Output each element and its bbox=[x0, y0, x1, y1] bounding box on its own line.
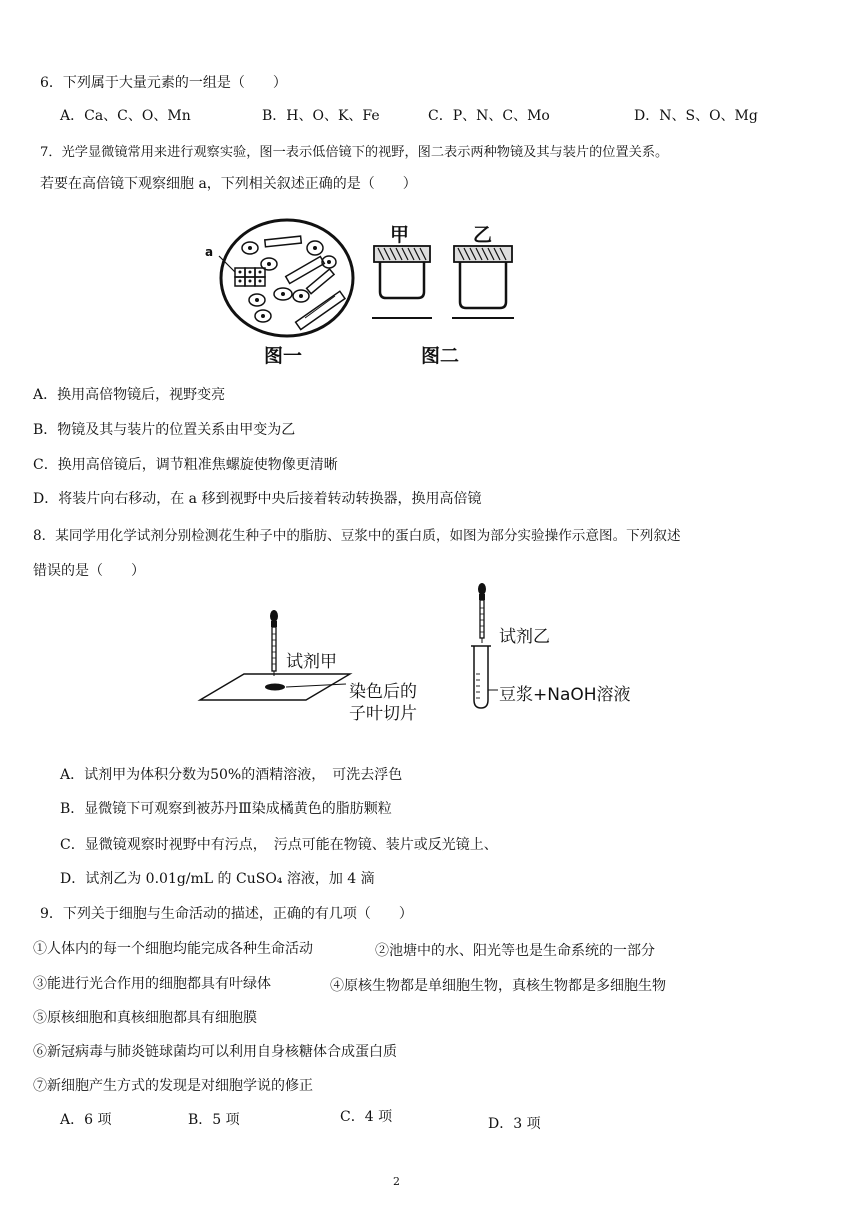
q8-option-b: B．显微镜下可观察到被苏丹Ⅲ染成橘黄色的脂肪颗粒 bbox=[60, 801, 392, 817]
q9-item-2: ②池塘中的水、阳光等也是生命系统的一部分 bbox=[375, 943, 655, 959]
q9-option-d: D．3 项 bbox=[488, 1116, 541, 1132]
q8-option-c: C．显微镜观察时视野中有污点， 污点可能在物镜、装片或反光镜上、 bbox=[60, 837, 498, 853]
figure1-caption: 图一 bbox=[264, 345, 303, 367]
q9-stem: 9．下列关于细胞与生命活动的描述，正确的有几项（ ） bbox=[40, 906, 413, 922]
q9-item-7: ⑦新细胞产生方式的发现是对细胞学说的修正 bbox=[33, 1078, 313, 1094]
q6-option-a: A．Ca、C、O、Mn bbox=[60, 108, 191, 124]
q9-item-3: ③能进行光合作用的细胞都具有叶绿体 bbox=[33, 976, 271, 992]
cell-a-label: a bbox=[205, 245, 214, 259]
figure-objectives bbox=[368, 240, 528, 324]
q9-item-6: ⑥新冠病毒与肺炎链球菌均可以利用自身核糖体合成蛋白质 bbox=[33, 1044, 397, 1060]
q7-option-b: B．物镜及其与装片的位置关系由甲变为乙 bbox=[33, 422, 296, 438]
q9-option-b: B．5 项 bbox=[188, 1112, 240, 1128]
q8-stem-line1: 8．某同学用化学试剂分别检测花生种子中的脂肪、豆浆中的蛋白质，如图为部分实验操作示意图。下列叙述 bbox=[33, 528, 681, 544]
q8-option-a: A．试剂甲为体积分数为50%的酒精溶液， 可洗去浮色 bbox=[60, 767, 403, 783]
q7-stem-line1: 7．光学显微镜常用来进行观察实验，图一表示低倍镜下的视野，图二表示两种物镜及其与装片的位置关系。 bbox=[40, 145, 669, 160]
objective-jia-label: 甲 bbox=[390, 224, 410, 246]
figure-microscope-field bbox=[205, 218, 365, 338]
q6-option-b: B．H、O、K、Fe bbox=[262, 108, 380, 124]
q7-stem-line2: 若要在高倍镜下观察细胞 a，下列相关叙述正确的是（ ） bbox=[40, 176, 417, 192]
q6-stem: 6．下列属于大量元素的一组是（ ） bbox=[40, 75, 287, 91]
page-number: 2 bbox=[393, 1175, 400, 1188]
reagent-jia-label: 试剂甲 bbox=[286, 652, 337, 672]
q9-item-5: ⑤原核细胞和真核细胞都具有细胞膜 bbox=[33, 1010, 257, 1026]
slice-label-line2: 子叶切片 bbox=[349, 704, 417, 724]
tube-content-label: 豆浆+NaOH溶液 bbox=[499, 685, 631, 705]
objective-yi-label: 乙 bbox=[473, 224, 493, 246]
q7-option-c: C．换用高倍镜后，调节粗准焦螺旋使物像更清晰 bbox=[33, 457, 338, 473]
cell-a-group bbox=[235, 268, 265, 286]
q8-stem-line2: 错误的是（ ） bbox=[33, 563, 145, 579]
figure2-caption: 图二 bbox=[421, 345, 460, 367]
q7-option-a: A．换用高倍物镜后，视野变亮 bbox=[33, 387, 226, 403]
reagent-yi-label: 试剂乙 bbox=[499, 627, 550, 647]
q6-option-d: D．N、S、O、Mg bbox=[634, 108, 758, 124]
q9-item-1: ①人体内的每一个细胞均能完成各种生命活动 bbox=[33, 941, 313, 957]
slice-label-line1: 染色后的 bbox=[349, 682, 417, 702]
q6-option-c: C．P、N、C、Mo bbox=[428, 108, 550, 124]
q9-option-c: C．4 项 bbox=[340, 1109, 393, 1125]
q9-option-a: A．6 项 bbox=[60, 1112, 112, 1128]
q7-option-d: D．将装片向右移动，在 a 移到视野中央后接着转动转换器，换用高倍镜 bbox=[33, 491, 482, 507]
q8-option-d: D．试剂乙为 0.01g/mL 的 CuSO₄ 溶液，加 4 滴 bbox=[60, 871, 375, 887]
q9-item-4: ④原核生物都是单细胞生物，真核生物都是多细胞生物 bbox=[330, 978, 666, 994]
